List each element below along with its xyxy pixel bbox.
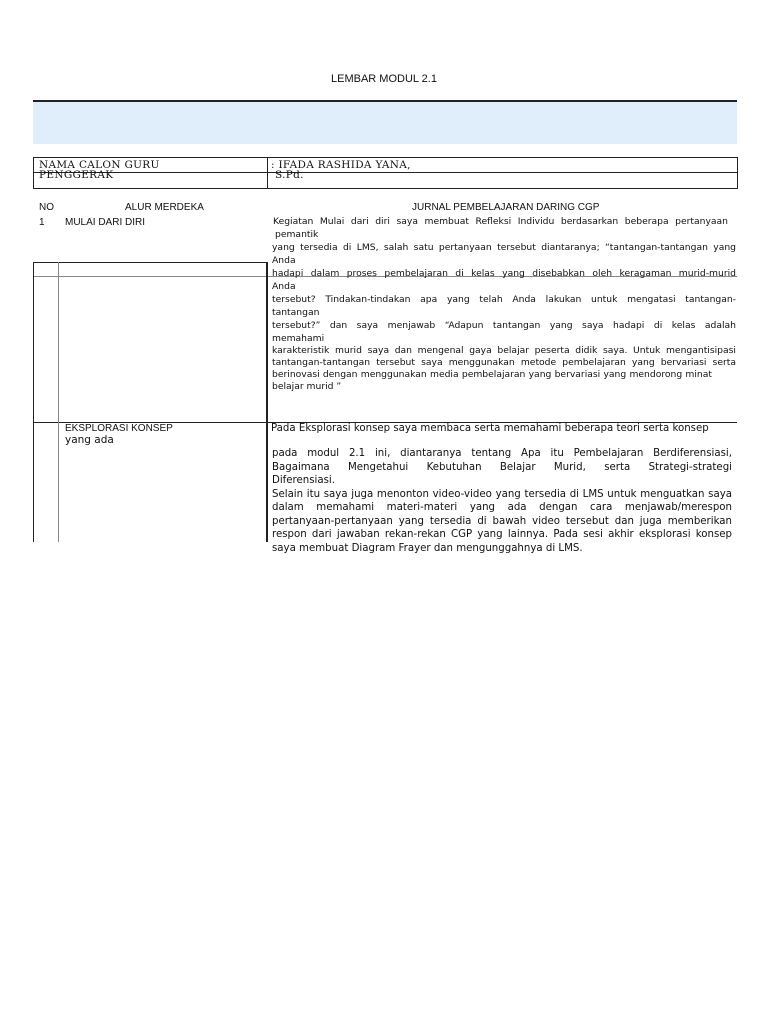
grid-line	[33, 262, 268, 263]
identity-value-line2: S.Pd.	[275, 169, 304, 181]
row2-journal-cont	[272, 447, 732, 542]
row1-line: tersebut? Tindakan-tindakan apa yang telah Anda lakukan untuk mengatasi tantangan-	[272, 294, 736, 305]
row1-line: tantangan-tantangan tersebut saya menggunakan metode pembelajaran yang bervariasi serta	[272, 357, 736, 368]
row2-line: saya membuat Diagram Frayer dan mengunggahnya di LMS.	[272, 543, 583, 554]
header-band	[33, 102, 737, 144]
row1-journal	[273, 215, 728, 241]
header-jurnal: JURNAL PEMBELAJARAN DARING CGP	[412, 202, 600, 213]
row1-line: Kegiatan Mulai dari diri saya membuat Refleksi Individu berdasarkan beberapa pertanyaan	[273, 216, 728, 227]
row2-line: Bagaimana Mengetahui Kebutuhan Belajar Murid, serta Strategi-strategi	[272, 461, 732, 473]
row1-no: 1	[39, 217, 45, 228]
row2-journal-end	[272, 542, 732, 556]
identity-value-line1: : IFADA RASHIDA YANA,	[271, 159, 411, 171]
row1-line: memahami	[272, 333, 325, 344]
row1-line: karakteristik murid saya dan mengenal gaya belajar peserta didik saya. Untuk mengantisipasi	[272, 345, 736, 356]
row2-journal	[271, 422, 743, 436]
row2-line: pada modul 2.1 ini, diantaranya tentang Apa itu Pembelajaran Berdiferensiasi,	[272, 448, 732, 459]
row1-journal-end	[272, 345, 736, 393]
row1-line: belajar murid ”	[272, 381, 342, 392]
document-title: LEMBAR MODUL 2.1	[331, 73, 437, 85]
identity-column-divider	[267, 157, 268, 188]
row1-line: Anda	[272, 281, 296, 292]
row2-line: Diferensiasi.	[272, 475, 335, 486]
row2-line: Selain itu saya juga menonton video-video yang tersedia di LMS untuk menguatkan saya	[272, 488, 732, 500]
row1-line: tersebut?” dan saya menjawab “Adapun tantangan yang saya hadapi di kelas adalah	[272, 320, 736, 331]
row2-line: Pada Eksplorasi konsep saya membaca serta memahami beberapa teori serta konsep	[271, 423, 709, 434]
row1-journal-cont	[272, 241, 736, 345]
row1-line: tantangan	[272, 307, 320, 318]
header-alur: ALUR MERDEKA	[125, 202, 204, 213]
row1-line: Anda	[272, 255, 296, 266]
identity-row-divider	[33, 172, 737, 173]
grid-line	[58, 262, 59, 542]
row2-line: respon dari jawaban rekan-rekan CGP yang lainnya. Pada sesi akhir eksplorasi konsep	[272, 529, 732, 540]
row1-line: berinovasi dengan menggunakan media pembelajaran yang bervariasi yang mendorong minat	[272, 369, 712, 380]
row2-line: pertanyaan-pertanyaan yang tersedia di bawah video tersebut dan juga memberikan	[272, 515, 732, 527]
row1-line: yang tersedia di LMS, salah satu pertanyaan tersebut diantaranya; “tantangan-tantangan yang	[272, 242, 736, 253]
header-no: NO	[39, 202, 54, 213]
row1-alur: MULAI DARI DIRI	[65, 217, 146, 228]
row1-line: hadapi dalam proses pembelajaran di kelas yang disebabkan oleh keragaman murid-murid	[272, 268, 736, 279]
identity-label-line2: PENGGERAK	[39, 169, 114, 181]
grid-line	[33, 262, 34, 542]
row1-line: pemantik	[275, 229, 319, 240]
identity-label-line1: NAMA CALON GURU	[39, 159, 160, 171]
row2-alur-line2: yang ada	[65, 434, 114, 446]
row2-line: dalam memahami materi-materi yang ada dengan cara menjawab/merespon	[272, 502, 732, 513]
grid-line	[266, 262, 268, 542]
row2-alur-line1: EKSPLORASI KONSEP	[65, 423, 173, 434]
